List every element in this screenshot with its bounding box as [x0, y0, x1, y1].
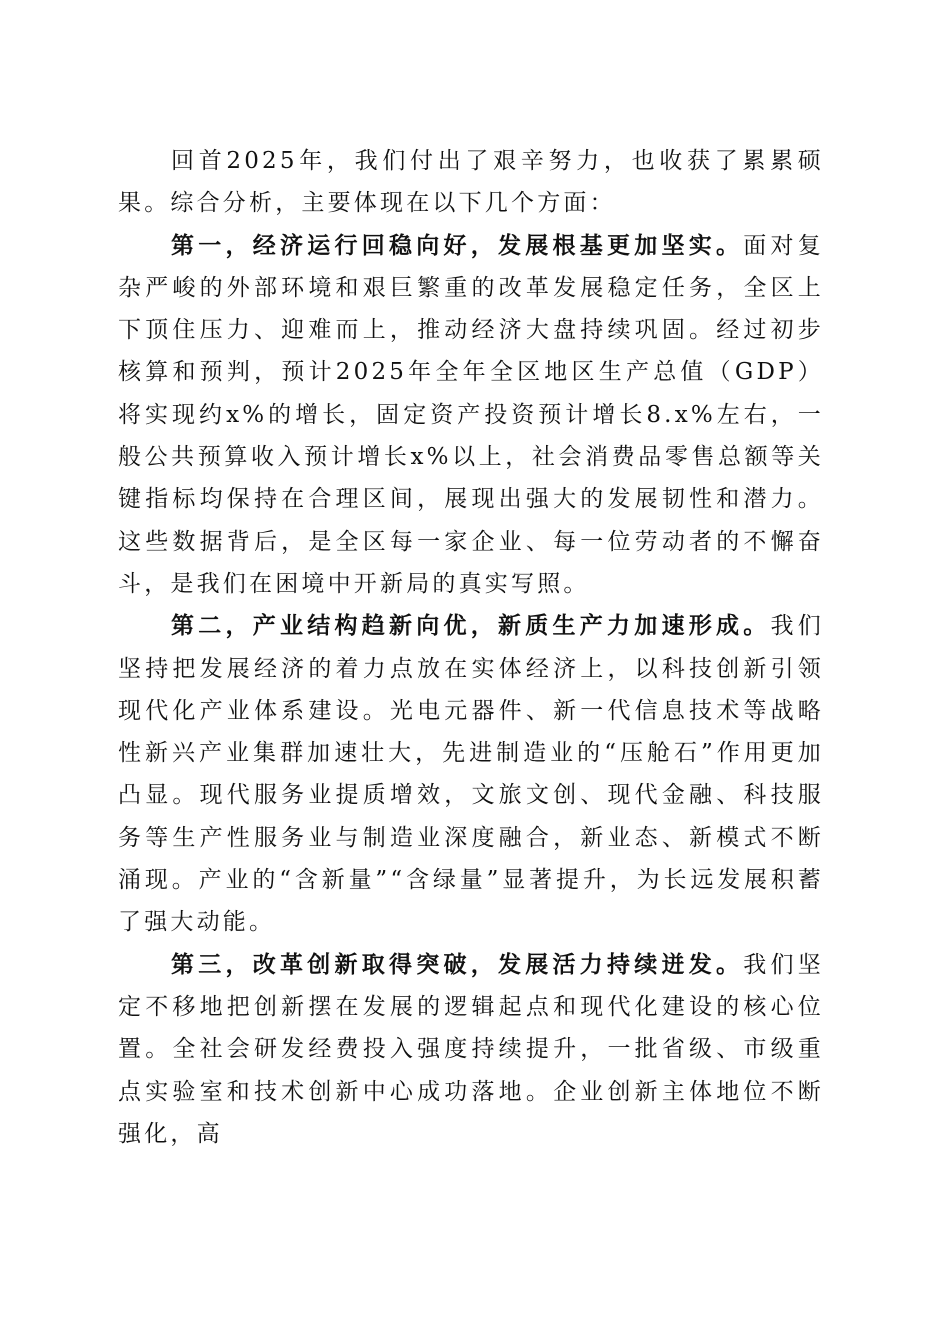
paragraph-third-heading: 第三，改革创新取得突破，发展活力持续迸发。	[171, 950, 744, 978]
paragraph-second	[118, 605, 824, 943]
paragraph-intro	[118, 140, 824, 225]
paragraph-third-text: 我们坚定不移地把创新摆在发展的逻辑起点和现代化建设的核心位置。全社会研发经费投入强度持续提升，一批省级、市级重点实验室和技术创新中心成功落地。企业创新主体地位不断强化，高	[118, 951, 825, 1147]
paragraph-first	[118, 225, 824, 606]
paragraph-third	[118, 944, 824, 1155]
paragraph-second-heading: 第二，产业结构趋新向优，新质生产力加速形成。	[171, 612, 771, 640]
paragraph-first-text: 面对复杂严峻的外部环境和艰巨繁重的改革发展稳定任务，全区上下顶住压力、迎难而上，推动经济大盘持续巩固。经过初步核算和预判，预计2025年全年全区地区生产总值（GDP）将实现约x%的增长，固定资产投资预计增长8.x%左右，一般公共预算收入预计增长x%以上，社会消费品零售总额等关键指标均保持在合理区间，展现出强大的发展韧性和潜力。这些数据背后，是全区每一家企业、每一位劳动者的不懈奋斗，是我们在困境中开新局的真实写照。	[118, 232, 825, 597]
paragraph-first-heading: 第一，经济运行回稳向好，发展根基更加坚实。	[171, 231, 744, 259]
document-body	[118, 140, 824, 1155]
paragraph-second-text: 我们坚持把发展经济的着力点放在实体经济上，以科技创新引领现代化产业体系建设。光电元器件、新一代信息技术等战略性新兴产业集群加速壮大，先进制造业的“压舱石”作用更加凸显。现代服务业提质增效，文旅文创、现代金融、科技服务等生产性服务业与制造业深度融合，新业态、新模式不断涌现。产业的“含新量”“含绿量”显著提升，为长远发展积蓄了强大动能。	[118, 613, 824, 936]
paragraph-intro-text: 回首2025年，我们付出了艰辛努力，也收获了累累硕果。综合分析，主要体现在以下几个方面：	[118, 148, 824, 217]
